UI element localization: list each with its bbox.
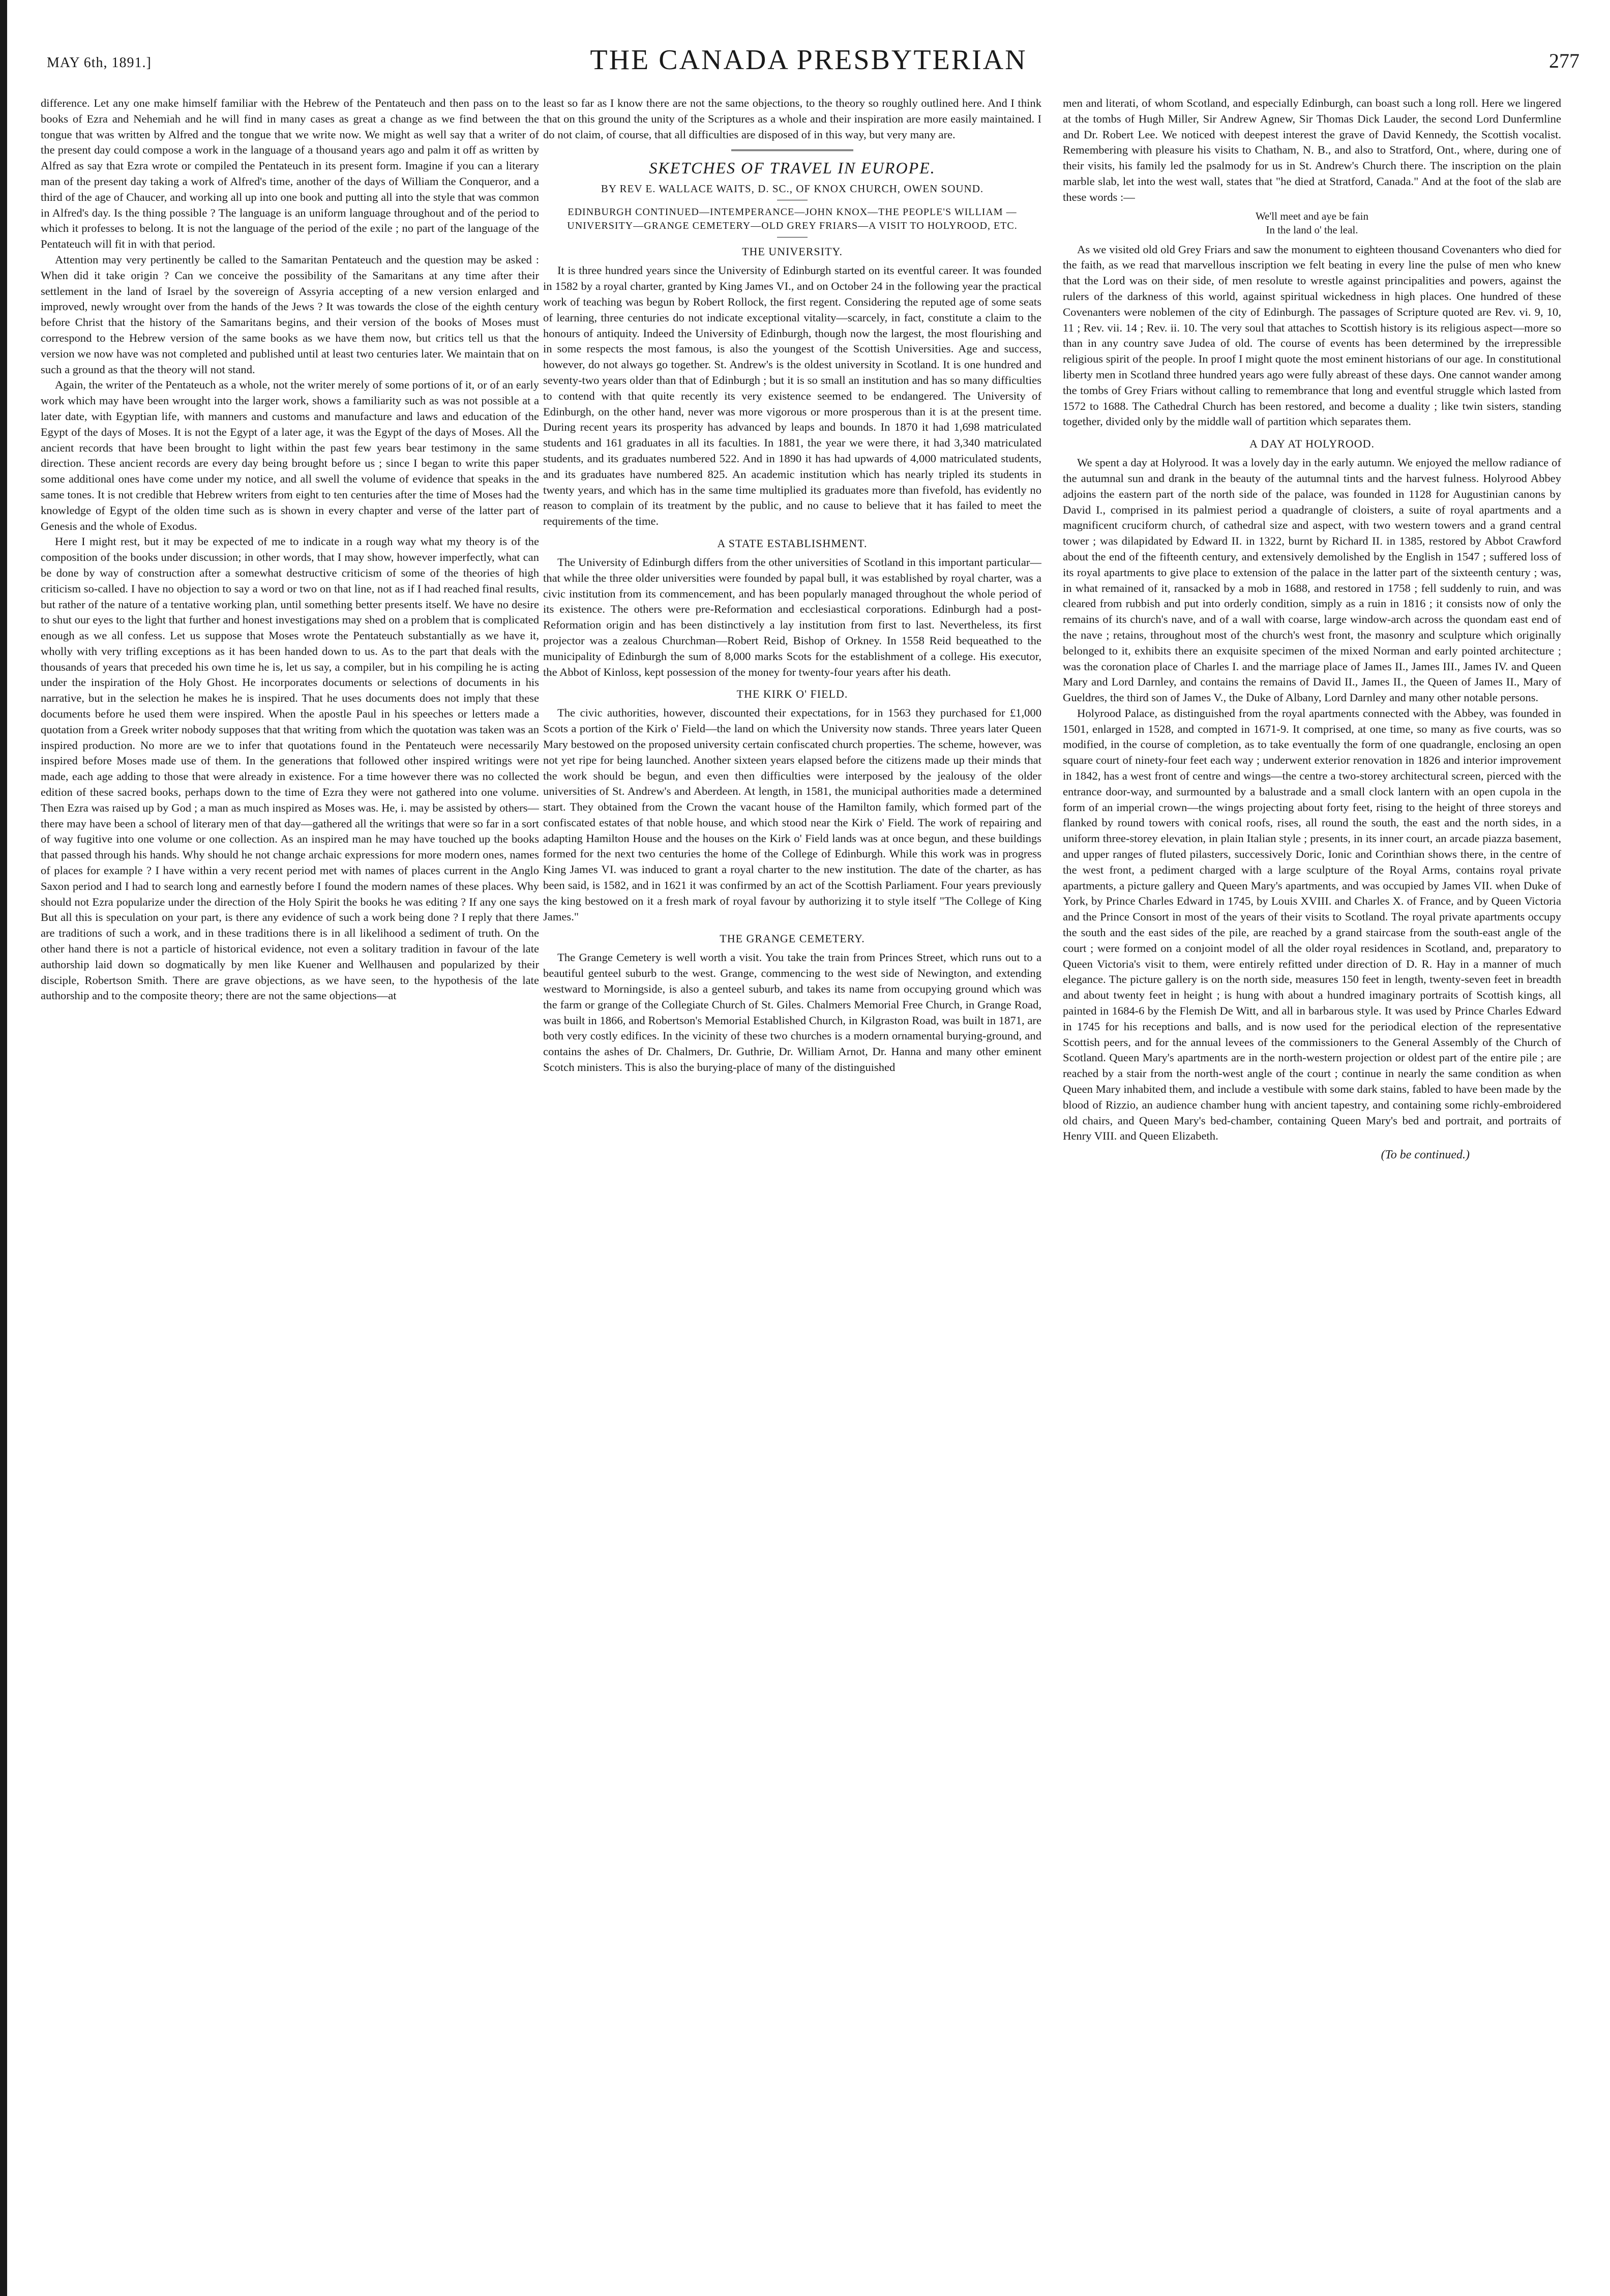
paragraph: As we visited old old Grey Friars and saw the monument to eighteen thousand Covenanters who died for the faith, as we read that marvellous inscription we felt beating in every line the pulse of men who knew that the Lord was on their side, of men resolute to wrestle against principalities and powers, against the rulers of the darkness of this world, against spiritual wickedness in high places. One hundred of these Covenanters were noblemen of the city of Edinburgh. The passages of Scripture quoted are Rev. vi. 9, 10, 11 ; Rev. vii. 14 ; Rev. ii. 10. The very soul that attaches to Scottish history is its religious aspect—more so than in any country save Judea of old. The course of events has been determined by the irrepressible religious spirit of the people. In proof I might quote the most eminent historians of our age. In constitutional liberty men in Scotland three hundred years ago were fully abreast of these days. One cannot wander among the tombs of Grey Friars without calling to remembrance that long and eventful struggle which lasted from 1572 to 1688. The Cathedral Church has been restored, and become a duality ; like twin sisters, standing together, divided only by the middle wall of partition which separates them. [1063, 243, 1561, 428]
paragraph: Holyrood Palace, as distinguished from the royal apartments connected with the Abbey, was founded in 1501, enlarged in 1528, and compted in 1671-9. It comprised, at one time, so many as five courts, was so modified, in the course of completion, as to take eventually the form of one quadrangle, enclosing an open square court of ninety-four feet each way ; underwent exterior renovation in 1826 and interior improvement in 1842, has a west front of centre and wings—the centre a two-storey architectural screen, pierced with the entrance door-way, and surmounted by a balustrade and a small clock lantern with an open cupola in the form of an imperial crown—the wings projecting about forty feet, rising to the height of three storeys and flanked by round towers with conical roofs, rises, all round the south, the east and the north sides, in a uniform three-storey elevation, in plain Italian style ; presents, in its inner court, an arcade piazza basement, and upper ranges of fluted pilasters, successively Doric, Ionic and Corinthian shows there, in the centre of the west front, a pediment charged with a large sculpture of the Royal Arms, contains royal private apartments, a picture gallery and Queen Mary's apartments, and was occupied by James VII. when Duke of York, by Prince Charles Edward in 1745, by Louis XVIII. and Charles X. of France, and by Queen Victoria and the Prince Consort in most of the years of their visits to Scotland. The royal private apartments occupy the south and the east sides of the pile, are reached by a grand staircase from the south-east angle of the court ; were formed on a conjoint model of all the older royal residences in Scotland, and, preparatory to Queen Victoria's visit to them, were entirely refitted under direction of D. R. Hay in a manner of much elegance. The picture gallery is on the north side, measures 150 feet in length, twenty-seven feet in breadth and about twenty feet in height ; is hung with about a hundred imaginary portraits of Scottish kings, all painted in 1684-6 by the Flemish De Witt, and all in barbarous style. It was used by Prince Charles Edward in 1745 for his receptions and balls, and is now used for the periodical election of the representative Scottish peers, and for the annual levees of the commissioners to the General Assembly of the Church of Scotland. Queen Mary's apartments are in the north-western projection or oldest part of the entire pile ; are reached by a stair from the north-west angle of the court ; continue in nearly the same condition as when Queen Mary inhabited them, and include a vestibule with some dark stains, fabled to have been made by the blood of Rizzio, an audience chamber hung with ancient tapestry, and containing some richly-embroidered old chairs, and Queen Mary's bed-chamber, containing Queen Mary's bed and portrait, and portraits of Henry VIII. and Queen Elizabeth. [1063, 706, 1561, 1143]
paragraph: Here I might rest, but it may be expected of me to indicate in a rough way what my theory is of the composition of the books under discussion; in other words, that I may show, however imperfectly, what can be done by way of construction after a somewhat destructive criticism of some of the theories of high criticism so-called. I have no objection to say a word or two on that line, not as if I had reached final results, but rather of the nature of a tentative working plan, until something better presents itself. We have no desire to shut our eyes to the light that further and honest investigations may shed on a problem that is complicated enough as we all confess. Let us suppose that Moses wrote the Pentateuch substantially as we have it, wholly with very trifling exceptions as it has been handed down to us. As to the part that deals with the thousands of years that preceded his own time he is, let us say, a compiler, but in his compiling he is acting under the inspiration of the Holy Ghost. He incorporates documents or selections of documents in his narrative, but in the selection he makes he is inspired. That he uses documents does not imply that these documents before he used them were inspired. When the apostle Paul in his speeches or letters made a quotation from a Greek writer nobody supposes that that writing from which the quotation was taken was an inspired production. No more are we to infer that quotations found in the Pentateuch were necessarily inspired before Moses made use of them. In the generations that followed other inspired writings were made, each age adding to those that were already in existence. For a time however there was no collected edition of these sacred books, perhaps down to the time of Ezra they were not gathered into one volume. Then Ezra was raised up by God ; a man as much inspired as Moses was. He, i. may be assisted by others—there may have been a school of literary men of that day—gathered all the writings that were so far in a sort of way fugitive into one volume or one collection. As an inspired man he may have touched up the books that passed through his hands. Why should he not change archaic expressions for more modern ones, names of places for example ? I have within a very recent period met with names of places current in the Anglo Saxon period and I had to search long and earnestly before I found the modern names of these places. Why should not Ezra popularize under the direction of the Holy Spirit the books he was editing ? If any one says But all this is speculation on your part, is there any evidence of such a work being done ? I reply that there are traditions of such a work, and in these traditions there is in all likelihood a sediment of truth. On the other hand there is not a particle of historical evidence, not even a solitary tradition in favour of the late authorship laid down so dogmatically by men like Kuener and Wellhausen and popularized by their disciple, Robertson Smith. There are grave objections, as we have seen, to the hypothesis of the late authorship and to the composite theory; there are not the same objections—at [41, 535, 539, 1002]
section-heading: A DAY AT HOLYROOD. [1249, 437, 1375, 451]
paragraph: difference. Let any one make himself familiar with the Hebrew of the Pentateuch and then pass on to the books of Ezra and Nehemiah and he will find in many cases as great a change as we find between the tongue that was written by Alfred and the tongue that we write now. We might as well say that a writer of the present day could compose a work in the language of a thousand years ago and palm it off as written by Alfred as say that Ezra wrote or compiled the Pentateuch in its present form. Imagine if you can a literary man of the present day taking a work of Alfred's time, another of the days of William the Conqueror, and a third of the age of Chaucer, and working all up into one book and putting all into the style that was common in Alfred's day. Is the thing possible ? The language is an uniform language throughout and of the period to which it professes to belong. It is not the language of the period of the exile ; no part of the language of the Pentateuch will fit in with that period. [41, 97, 539, 251]
article-summary: EDINBURGH CONTINUED—INTEMPERANCE—JOHN KNOX—THE PEOPLE'S WILLIAM — UNIVERSITY—GRANGE CEMETERY—OLD GREY FRIARS—A VISIT TO HOLYROOD, ETC. [567, 206, 1018, 232]
divider [731, 150, 853, 151]
byline: BY REV E. WALLACE WAITS, D. SC., OF KNOX CHURCH, OWEN SOUND. [601, 183, 984, 195]
issue-date: MAY 6th, 1891.] [47, 55, 152, 71]
paragraph: The civic authorities, however, discounted their expectations, for in 1563 they purchased for £1,000 Scots a portion of the Kirk o' Field—the land on which the University now stands. Three years later Queen Mary bestowed on the proposed university certain confiscated church properties. The scheme, however, was not yet ripe for being launched. Another sixteen years elapsed before the citizens made up their minds that the work should be begun, and even then difficulties were interposed by the jealousy of the older universities of St. Andrew's and Aberdeen. At length, in 1581, the municipal authorities made a determined start. They obtained from the Crown the vacant house of the Hamilton family, which formed part of the confiscated estates of that noble house, and which stood near the Kirk o' Field. The work of repairing and adapting Hamilton House and the houses on the Kirk o' Field lands was at once begun, and these buildings formed for the next two centuries the home of the College of Edinburgh. While this work was in progress King James VI. was induced to grant a royal charter to the new institution. The date of the charter, as has been said, is 1582, and in 1621 it was confirmed by an act of the Scottish Parliament. Four years previously the king bestowed on it a fresh mark of royal favour by authorizing it to style itself "The College of King James." [543, 706, 1041, 923]
paragraph: Again, the writer of the Pentateuch as a whole, not the writer merely of some portions of it, or of an early work which may have been wrought into the larger work, shows a familiarity such as was not possible at a later date, with Egyptian life, with manners and customs and manufacture and laws and education of the Egypt of the days of Moses. It is not the Egypt of a later age, it was the Egypt of the days of Moses. All the ancient records that have been brought to light within the past few years bear testimony in the same direction. These ancient records are every day being brought before us ; since I began to write this paper some additional ones have come under my notice, and all swell the volume of evidence that speaks in the same tones. It is not credible that Hebrew writers from eight to ten centuries after the time of Moses had the knowledge of Egypt of the olden time such as is shown in every chapter and verse of the latter part of Genesis and the whole of Exodus. [41, 378, 539, 532]
verse-line: In the land o' the leal. [1266, 223, 1358, 236]
paragraph: Attention may very pertinently be called to the Samaritan Pentateuch and the question may be asked : When did it take origin ? Can we conceive the possibility of the Samaritans at any time after their settlement in the land of Israel by the sovereign of Assyria accepting of a new version enlarged and improved, newly wrought over from the hands of the Jews ? It was towards the close of the eighth century before Christ that the history of the Samaritans begins, and their version of the books of Moses must correspond to the Hebrew version of the same books as we have them now, but critics tell us that the version we now have was not completed and published until at least two centuries later. We maintain that on such a ground as that the theory will not stand. [41, 253, 539, 376]
paragraph: The Grange Cemetery is well worth a visit. You take the train from Princes Street, which runs out to a beautiful genteel suburb to the west. Grange, commencing to the west side of Newington, and extending westward to Morningside, is also a genteel suburb, and takes its name from occupying ground which was the farm or grange of the Collegiate Church of St. Giles. Chalmers Memorial Free Church, in Grange Road, was built in 1866, and Robertson's Memorial Established Church, in Kilgraston Road, was built in 1871, are both very costly edifices. In the vicinity of these two churches is a modern ornamental burying-ground, and contains the ashes of Dr. Chalmers, Dr. Guthrie, Dr. William Arnot, Dr. Hanna and many other eminent Scotch ministers. This is also the burying-place of many of the distinguished [543, 951, 1041, 1074]
masthead [31, 44, 1587, 79]
paragraph: men and literati, of whom Scotland, and especially Edinburgh, can boast such a long roll. Here we lingered at the tombs of Hugh Miller, Sir Andrew Agnew, Sir Thomas Dick Lauder, the second Lord Dunfermline and Dr. Robert Lee. We noticed with deepest interest the grave of David Kennedy, the Scottish vocalist. Remembering with pleasure his visits to Chatham, N. B., and also to Stratford, Ont., where, during one of their visits, his family led the psalmody for us in St. Andrew's Church there. The inscription on the plain marble slab, let into the west wall, states that "he died at Stratford, Canada." And at the foot of the slab are these words :— [1063, 97, 1561, 203]
binding-edge [0, 0, 7, 2296]
column-1 [41, 96, 539, 2277]
article-title: SKETCHES OF TRAVEL IN EUROPE. [649, 159, 936, 177]
section-heading: A STATE ESTABLISHMENT. [717, 536, 868, 550]
section-heading: THE UNIVERSITY. [742, 245, 843, 258]
paragraph: It is three hundred years since the University of Edinburgh started on its eventful career. It was founded in 1582 by a royal charter, granted by King James VI., and on October 24 in the following year the practical work of teaching was begun by Robert Rollock, the first regent. Considering the reputed age of some seats of learning, three centuries do not indicate exceptional vitality—scarcely, in fact, constitute a claim to the honours of antiquity. Indeed the University of Edinburgh, though now the largest, the most flourishing and in some respects the most famous, is also the youngest of the Scottish Universities. Age and success, however, do not always go together. St. Andrew's is the oldest university in Scotland. It is one hundred and seventy-two years older than that of Edinburgh ; but it is so small an institution and has so many difficulties to contend with that quite recently its very existence seemed to be endangered. The University of Edinburgh, on the other hand, never was more vigorous or more prosperous than it is at the present time. During recent years its prosperity has advanced by leaps and bounds. In 1870 it had 1,698 matriculated students and 161 graduates in all its faculties. In 1881, the year we were there, it had 3,340 matriculated students, and its graduates numbered 522. And in 1890 it has had upwards of 4,000 matriculated students, and its graduates have numbered 825. An academic institution which has nearly tripled its students in twenty years, and which has in the same time multiplied its graduates more than fivefold, has evidently no reason to complain of its treatment by the public, and no cause to believe that it has failed to meet the requirements of the time. [543, 264, 1041, 528]
section-heading: THE GRANGE CEMETERY. [720, 932, 865, 945]
paragraph: We spent a day at Holyrood. It was a lovely day in the early autumn. We enjoyed the mellow radiance of the autumnal sun and drank in the beauty of the autumnal tints and the harvest fulness. Holyrood Abbey adjoins the eastern part of the north side of the palace, was founded in 1128 for Augustinian canons by David I., comprised in its palmiest period a quadrangle of cloisters, a suite of royal apartments and a magnificent cruciform church, of cathedral size and aspect, with two western towers and a grand central tower ; was dilapidated by Edward II. in 1322, burnt by Richard II. in 1385, restored by Abbot Crawford about the end of the fifteenth century, and extensively demolished by the English in 1547 ; suffered loss of its royal apartments to give place to extension of the palace in the latter part of the sixteenth century ; was, in what remained of it, ransacked by a mob in 1688, and restored in 1758 ; fell suddenly to ruin, and was cleared from rubbish and put into orderly condition, simply as a ruin in 1816 ; it consists now of only the remains of its church's nave, and of a wall with coarse, large window-arch across the quondam east end of the nave ; retains, throughout most of the church's west front, the masonry and sculpture which originally belonged to it, exhibits there an exquisite specimen of the mixed Norman and early pointed architecture ; was the coronation place of Charles I. and the marriage place of James II., James III., James IV. and Queen Mary and Lord Darnley, and contains the remains of David II., James II., the Queen of James II., Mary of Gueldres, the third son of James V., the Duke of Albany, Lord Darnley and many other notable persons. [1063, 456, 1561, 704]
newspaper-title: THE CANADA PRESBYTERIAN [590, 44, 1027, 76]
column-2 [543, 96, 1041, 2277]
section-heading: THE KIRK O' FIELD. [736, 688, 848, 701]
paragraph: least so far as I know there are not the same objections, to the theory so roughly outlined here. And I think that on this ground the unity of the Scriptures as a whole and their inspiration are more easily maintained. I do not claim, of course, that all difficulties are disposed of in this way, but very many are. [543, 97, 1041, 141]
paragraph: The University of Edinburgh differs from the other universities of Scotland in this important particular—that while the three older universities were founded by papal bull, it was established by royal charter, was a civic institution from its commencement, and has been popularly managed throughout the whole period of its existence. The others were pre-Reformation and ecclesiastical corporations. Edinburgh had a post-Reformation origin and has been distinctively a lay institution from first to last. Nevertheless, its first projector was a zealous Churchman—Robert Reid, Bishop of Orkney. In 1558 Reid bequeathed to the municipality of Edinburgh the sum of 8,000 marks Scots for the establishment of a college. His executor, the Abbot of Kinloss, kept possession of the money for twenty-four years after his death. [543, 555, 1041, 678]
column-3 [1063, 96, 1561, 2277]
page-number: 277 [1549, 49, 1579, 72]
to-be-continued: (To be continued.) [1381, 1148, 1470, 1162]
verse-quote [1063, 210, 1561, 237]
verse-line: We'll meet and aye be fain [1256, 210, 1368, 222]
